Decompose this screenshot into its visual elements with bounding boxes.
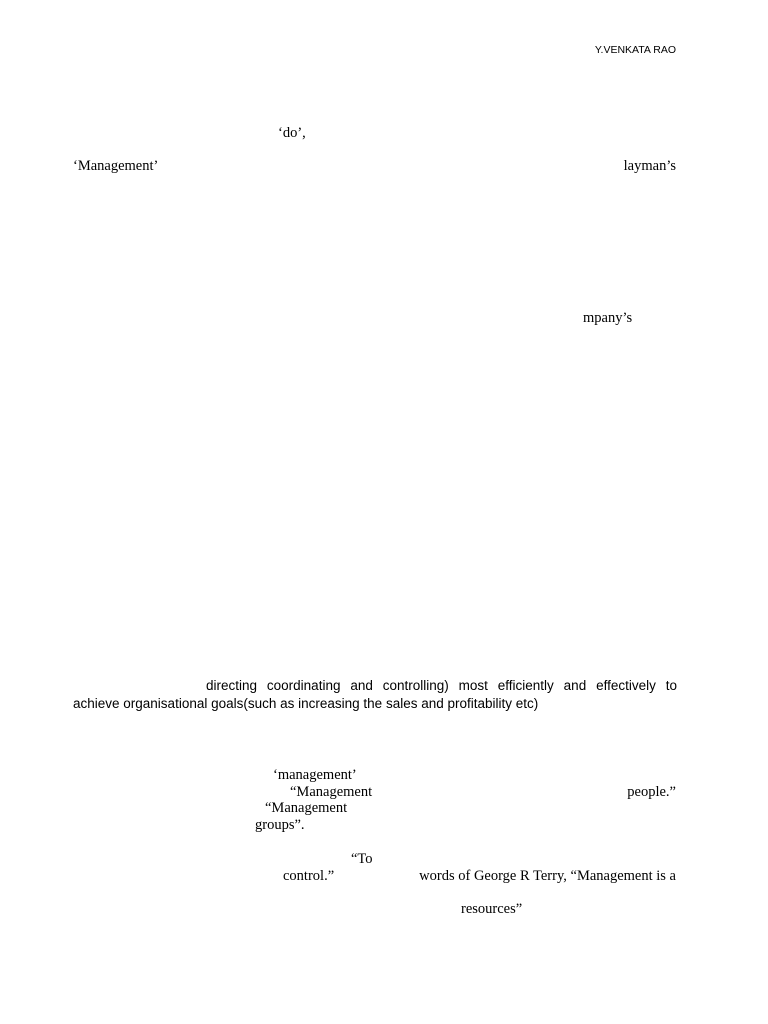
- text-fragment-terry: words of George R Terry, “Management is a: [419, 868, 676, 884]
- text-fragment-people: people.”: [627, 784, 676, 800]
- text-fragment-management: ‘Management’: [73, 158, 159, 174]
- paragraph-3-line-2: achieve organisational goals(such as increasing the sales and profitability etc): [73, 696, 539, 711]
- text-fragment-management-quote: “Management: [290, 784, 373, 800]
- text-fragment-management-quote-2: “Management: [265, 800, 348, 816]
- text-fragment-management-word: ‘management’: [273, 767, 357, 783]
- paragraph-3-line-1: directing coordinating and controlling) most efficiently and effectively to: [206, 678, 677, 693]
- text-fragment-control: control.”: [283, 868, 335, 884]
- text-fragment-resources: resources”: [461, 901, 523, 917]
- text-fragment-laymans: layman’s: [623, 158, 676, 174]
- text-fragment-groups: groups”.: [255, 817, 305, 833]
- text-fragment-mpanys: mpany’s: [583, 310, 633, 326]
- text-fragment-to: “To: [351, 851, 373, 867]
- page-header-author: Y.VENKATA RAO: [594, 44, 676, 56]
- text-fragment-do: ‘do’,: [278, 125, 306, 141]
